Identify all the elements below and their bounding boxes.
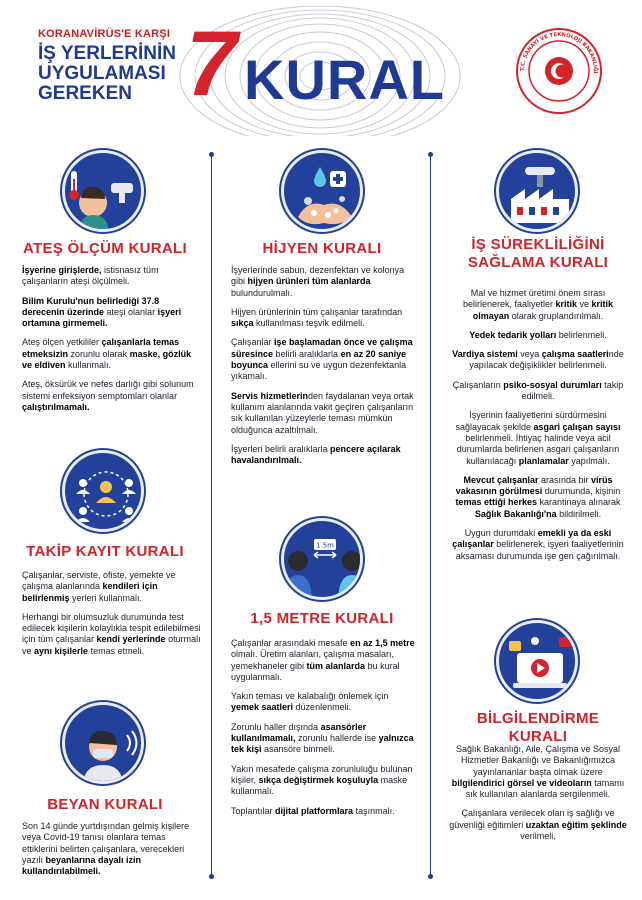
metre-paragraph: Çalışanlar arasındaki mesafe en az 1,5 metre olmalı. Üretim alanları, çalışma masaları, yemekhaneler gibi tüm alanlarda bu kural uygulanmalı. — [231, 638, 415, 682]
is-surekliligi-text — [448, 288, 628, 570]
divider-dot — [428, 874, 433, 879]
beyan-title: BEYAN KURALI — [47, 796, 163, 813]
metre-icon — [281, 518, 363, 600]
divider-dot — [209, 152, 214, 157]
hijyen-paragraph: Servis hizmetlerinden faydalanan veya ortak kullanım alanlarında vakit geçiren çalışanların sık kullanılan yüzeylerle teması mümkün olduğunca azaltılmalı. — [231, 390, 414, 435]
divider-dot — [428, 152, 433, 157]
divider-dot — [209, 874, 214, 879]
hijyen-paragraph: İşyerlerinde sabun, dezenfektan ve kolonya gibi hijyen ürünleri tüm alanlarda bulundurulmalı. — [231, 265, 405, 298]
is-surekliligi-paragraph: Mal ve hizmet üretimi önem sırası belirlenerek, faaliyetler kritik ve kritik olmayan olarak gruplandırılmalı. — [462, 288, 614, 321]
ates-olcum-paragraph: İşyerine girişlerde, istisnasız tüm çalışanların ateşi ölçülmeli. — [22, 265, 159, 287]
hijyen-paragraph: İşyerleri belirli aralıklarla pencere açılarak havalandırılmalı. — [231, 443, 401, 466]
hijyen-icon — [281, 150, 363, 232]
header-number: 7 — [186, 13, 238, 115]
hijyen-title: HİJYEN KURALI — [262, 240, 382, 257]
header — [0, 0, 642, 140]
is-surekliligi-paragraph: Uygun durumdaki emekli ya da eski çalışanlar belirlenerek, işyeri faaliyetlerinin aksaması durumunda işe geri çağırılmalı. — [452, 528, 624, 561]
bilgilendirme-icon — [496, 620, 578, 702]
beyan-paragraph: Son 14 günde yurtdışından gelmiş kişilere veya Covid-19 tanısı olanlara temas ettiklerini belirten çalışanlara, verecekleri yazılı beyanlarına dayalı izin kullandırılabilmeli. — [22, 821, 190, 877]
ates-olcum-paragraph: Bilim Kurulu'nun belirlediği 37.8 derecenin üzerinde ateşi olanlar işyeri ortamına girmemeli. — [22, 295, 182, 329]
ates-olcum-title: ATEŞ ÖLÇÜM KURALI — [23, 240, 187, 257]
is-surekliligi-paragraph: Çalışanların psiko-sosyal durumları takip edilmeli. — [452, 379, 624, 402]
seal-text: T.C. SANAYİ VE TEKNOLOJİ BAKANLIĞI — [519, 31, 599, 74]
beyan-icon — [62, 702, 144, 784]
hijyen-text — [231, 265, 416, 474]
takip-kayit-icon — [62, 450, 144, 532]
is-surekliligi-icon — [496, 150, 578, 232]
takip-kayit-paragraph: Çalışanlar, serviste, ofiste, yemekte ve çalışma alanlarında kendileri için belirlenmiş yerleri kullanmalı. — [22, 570, 176, 603]
column-divider-left — [211, 156, 212, 876]
bilgilendirme-title: BİLGİLENDİRME KURALI — [476, 710, 600, 745]
is-surekliligi-paragraph: Yedek tedarik yolları belirlenmeli. — [469, 329, 607, 340]
is-surekliligi-title-line2: SAĞLAMA KURALI — [467, 254, 609, 271]
metre-icon-label: 1.5m — [316, 541, 334, 550]
is-surekliligi-paragraph: Mevcut çalışanlar arasında bir virüs vakasının görülmesi durumunda, kişinin temas ettiği herkes karantinaya alınarak Sağlık Bakanlığı'na bildirilmeli. — [455, 474, 621, 519]
beyan-text — [22, 821, 202, 885]
ates-olcum-icon — [62, 150, 144, 232]
ates-olcum-text — [22, 265, 202, 421]
takip-kayit-title: TAKİP KAYIT KURALI — [26, 543, 184, 560]
header-title-line1: İŞ YERLERİNİN — [38, 43, 176, 64]
metre-paragraph: Zorunlu haller dışında asansörler kullanılmamalı, zorunlu hallerde ise yalnızca tek kişi asansöre binmeli. — [231, 721, 414, 755]
header-title-line3: GEREKEN — [38, 83, 132, 104]
is-surekliligi-paragraph: İşyerinin faaliyetlerini sürdürmesini sağlayacak şekilde asgari çalışan sayısı belirlenmeli. İhtiyaç halinde veya acil durumlarda belirlenen asgari çalışanların kullanılacağı planlamalar yapılmalı. — [455, 410, 621, 466]
ates-olcum-paragraph: Ateş ölçen yetkililer çalışanlarla temas etmeksizin zorunlu olarak maske, gözlük ve eldiven kullanmalı. — [22, 337, 192, 371]
hijyen-paragraph: Çalışanlar işe başlamadan önce ve çalışma süresince belirli aralıklarla en az 20 saniye boyunca ellerini su ve uygun dezenfektanla yıkamalı. — [231, 337, 413, 382]
header-pretitle: KORANAVİRÜS'E KARŞI — [38, 28, 171, 40]
metre-paragraph: Yakın mesafede çalışma zorunluluğu bulunan kişiler, sıkça değiştirmek koşuluyla maske kullanmalı. — [231, 763, 413, 797]
metre-title: 1,5 METRE KURALI — [250, 610, 394, 627]
is-surekliligi-title-line1: İŞ SÜREKLİLİĞİNİ — [471, 236, 605, 253]
header-kural: KURAL — [244, 48, 445, 111]
is-surekliligi-paragraph: Vardiya sistemi veya çalışma saatlerinde yapılacak değişiklikler belirlenmeli. — [452, 349, 624, 371]
takip-kayit-text — [22, 570, 202, 665]
bilgilendirme-paragraph: Sağlık Bakanlığı, Aile, Çalışma ve Sosyal Hizmetler Bakanlığı ve Bakanlığımızca yayınlananlar başta olmak üzere bilgilendirici görsel ve videoların tamamı sık kullanılan alanlarda sergilenmeli. — [451, 744, 625, 800]
header-title-line2: UYGULAMASI — [38, 63, 166, 84]
column-divider-right — [430, 156, 431, 876]
is-surekliligi-title — [446, 236, 630, 272]
metre-text — [231, 638, 416, 825]
metre-paragraph: Yakın teması ve kalabalığı önlemek için yemek saatleri düzenlenmeli. — [231, 691, 389, 713]
header-title — [38, 44, 198, 104]
metre-paragraph: Toplantılar dijital platformlara taşınmalı. — [231, 805, 395, 816]
bilgilendirme-paragraph: Çalışanlara verilecek olan iş sağlığı ve güvenliği eğitimleri uzaktan eğitim şeklinde verilmeli. — [449, 808, 627, 842]
hijyen-paragraph: Hijyen ürünlerinin tüm çalışanlar tarafından sıkça kullanılması teşvik edilmeli. — [231, 306, 403, 329]
ministry-seal-icon — [514, 26, 604, 116]
bilgilendirme-text — [448, 744, 628, 850]
takip-kayit-paragraph: Herhangi bir olumsuzluk durumunda test edilecek kişilerin kolaylıkla tespit edilebilmesi için tüm çalışanlar kendi yerlerinde oturmalı ve aynı kişilerle temas etmeli. — [22, 611, 201, 656]
ates-olcum-paragraph: Ateş, öksürük ve nefes darlığı gibi solunum sistemi enfeksiyon semptomları olanlar çalıştırılmamalı. — [22, 379, 194, 412]
